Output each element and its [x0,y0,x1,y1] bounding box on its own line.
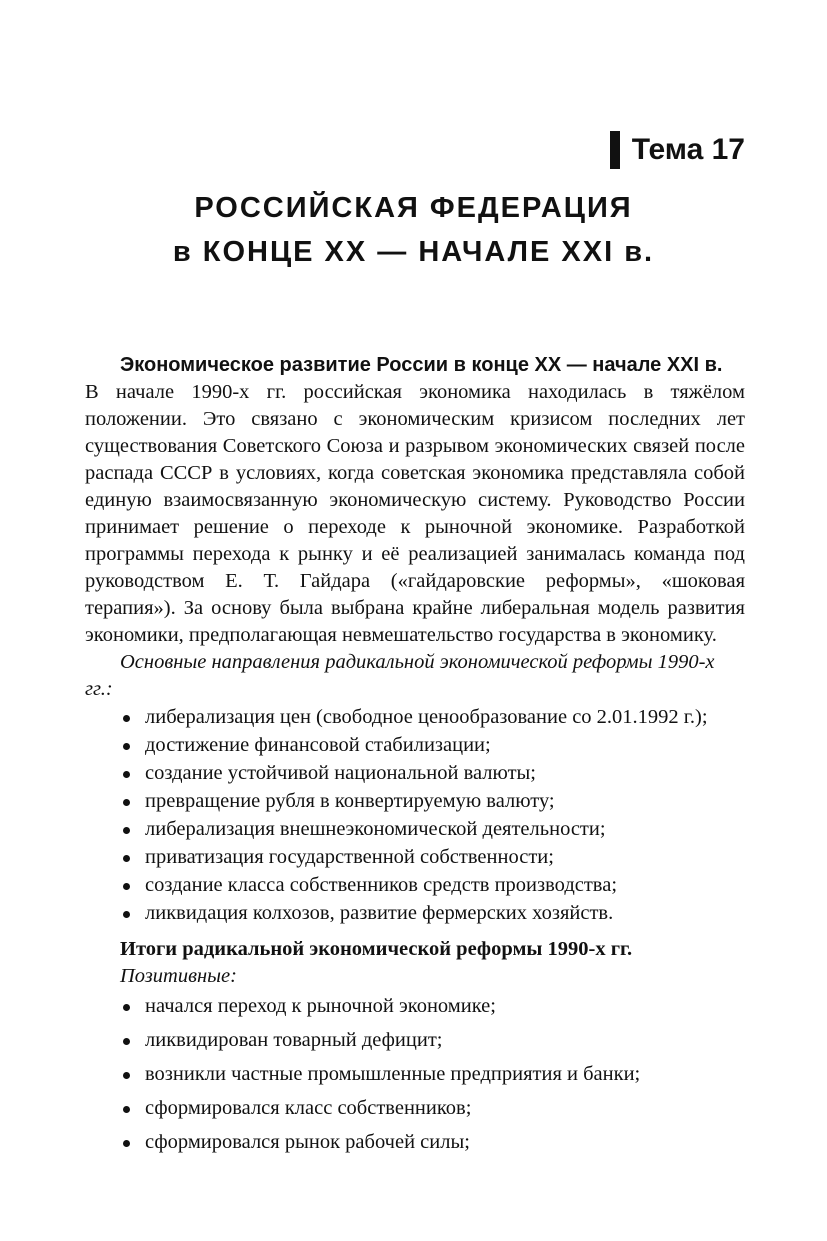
topic-tag [610,131,745,169]
positives-list [85,993,745,1156]
section-heading: Экономическое развитие России в конце XX — начале XXI в. [120,354,723,376]
reform-directions-list [85,704,745,927]
list-item: достижение финансовой стабилизации; [85,732,745,759]
page-content [85,352,745,1163]
list-item: создание класса собственников средств производства; [85,872,745,899]
intro-paragraph: В начале 1990-х гг. российская экономика находилась в тяжёлом положении. Это связано с экономическим кризисом последних лет существования Советского Союза и разрывом экономических связей после распада СССР в условиях, когда советская экономика представляла собой единую взаимосвязанную экономическую систему. Руководство России принимает решение о переходе к рыночной экономике. Разработкой программы перехода к рынку и её реализацией занималась команда под руководством Е. Т. Гайдара («гайдаровские реформы», «шоковая терапия»). За основу была выбрана крайне либеральная модель развития экономики, предполагающая невмешательство государства в экономику. [85,381,745,646]
topic-label: Тема 17 [631,133,745,166]
list-item: либерализация цен (свободное ценообразование со 2.01.1992 г.); [85,704,745,731]
list-item: ликвидирован товарный дефицит; [85,1027,745,1054]
list-item: начался переход к рыночной экономике; [85,993,745,1020]
list-item: сформировался рынок рабочей силы; [85,1129,745,1156]
reform-directions-intro: Основные направления радикальной экономической реформы 1990-х гг.: [85,651,715,700]
list-item: создание устойчивой национальной валюты; [85,760,745,787]
list-item: ликвидация колхозов, развитие фермерских хозяйств. [85,900,745,927]
chapter-title [0,186,827,274]
results-heading: Итоги радикальной экономической реформы 1990-х гг. [120,938,633,960]
positives-label: Позитивные: [120,965,237,987]
list-item: либерализация внешнеэкономической деятельности; [85,816,745,843]
list-item: возникли частные промышленные предприятия и банки; [85,1061,745,1088]
chapter-title-line2: в КОНЦЕ XX — НАЧАЛЕ XXI в. [172,236,655,268]
list-item: превращение рубля в конвертируемую валюту; [85,788,745,815]
list-item: приватизация государственной собственности; [85,844,745,871]
list-item: сформировался класс собственников; [85,1095,745,1122]
topic-bar-decoration [610,131,620,169]
chapter-title-line1: РОССИЙСКАЯ ФЕДЕРАЦИЯ [194,192,633,224]
